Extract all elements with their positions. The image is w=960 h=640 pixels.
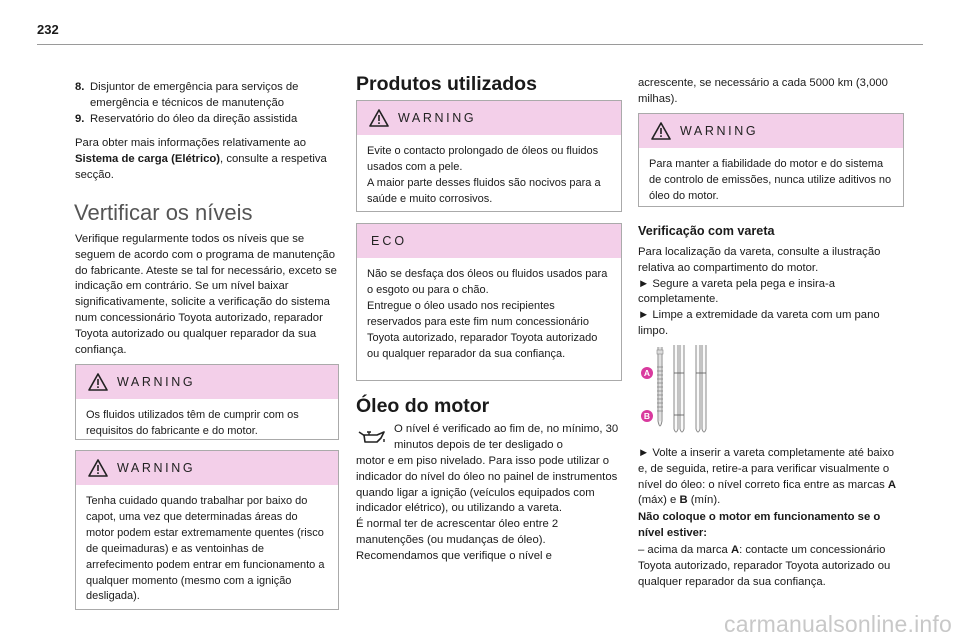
- header-rule: [37, 44, 923, 45]
- eco-header: ECO: [357, 224, 621, 258]
- warning-text: Os fluidos utilizados têm de cumprir com os requisitos do fabricante e do motor.: [86, 409, 299, 437]
- numbered-list: [75, 80, 337, 127]
- oil-paragraph-intro: O nível é verificado ao fim de, no mínimo, 30 minutos depois de ter desligado o: [394, 423, 619, 451]
- oil-paragraph: motor e em piso nivelado. Para isso pode utilizar o indicador do nível do óleo no painel de instrumentos quando ligar a ignição (veículos equipados com indicador elétrico), ou utilizando a vareta. É normal ter de acrescentar óleo entre 2 manutenções (ou mudanças de óleo). Recomendamos que verifique o nível e: [356, 455, 618, 562]
- section-title-dipstick: Verificação com vareta: [638, 224, 775, 238]
- warning-box-contact: [356, 100, 622, 212]
- footer-watermark: carmanualsonline.info: [724, 611, 952, 637]
- dipstick-illustration: [640, 343, 720, 435]
- warning-bold-line: Não coloque o motor em funcionamento se o nível estiver:: [638, 511, 881, 539]
- oil-can-icon: [357, 429, 387, 445]
- list-item: 8. Disjuntor de emergência para serviços de emergência e técnicos de manutenção: [75, 81, 299, 109]
- dipstick-check-paragraph: ► Volte a inserir a vareta completamente até baixo e, de seguida, retire-a para verificar visualmente o nível do óleo: o nível correto fica entre as marcas A (máx) e B (mín).: [638, 447, 897, 507]
- final-paragraph: – acima da marca A: contacte um concessionário Toyota autorizado, reparador Toyota autorizado ou qualquer reparador da sua confiança.: [638, 544, 891, 588]
- levels-paragraph: Verifique regularmente todos os níveis que se seguem de acordo com o programa de manutenção do fabricante. Ateste se tal for necessário, exceto se indicação em contrário. Se um nível baixar significativamente, solicite a verificação do sistema num concessionário Toyota autorizado, reparador Toyota autorizado ou qualquer reparador da sua confiança.: [75, 233, 337, 356]
- warning-header: WARNING: [639, 114, 903, 148]
- warning-box-additives: [638, 113, 904, 207]
- eco-text: Não se desfaça dos óleos ou fluidos usados para o esgoto ou para o chão. Entregue o óleo usado nos recipientes reservados para este fim num concessionário Toyota autorizado, reparador Toyota autorizado ou qualquer reparador da sua confiança.: [367, 268, 608, 360]
- mark-a-label: A: [643, 368, 651, 379]
- warning-header: WARNING: [76, 451, 338, 485]
- dipstick-drawing: [657, 345, 706, 432]
- oil-paragraph-continued: acrescente, se necessário a cada 5000 km (3,000 milhas).: [638, 77, 888, 105]
- info-link-text: Sistema de carga (Elétrico): [75, 152, 221, 165]
- eco-box: [356, 223, 622, 381]
- warning-triangle-icon: [651, 122, 671, 140]
- warning-triangle-icon: [88, 373, 108, 391]
- warning-box-fluids: [75, 364, 339, 440]
- section-title-levels: Vertificar os níveis: [74, 200, 253, 225]
- warning-triangle-icon: [88, 459, 108, 477]
- warning-text: Para manter a fiabilidade do motor e do sistema de controlo de emissões, nunca utilize aditivos no óleo do motor.: [649, 158, 892, 202]
- warning-box-engine-hot: [75, 450, 339, 610]
- warning-header: WARNING: [357, 101, 621, 135]
- warning-text: Evite o contacto prolongado de óleos ou fluidos usados com a pele. A maior parte desses fluidos são nocivos para a saúde e muito corrosivos.: [367, 145, 601, 205]
- mark-b-label: B: [643, 411, 651, 422]
- warning-triangle-icon: [369, 109, 389, 127]
- warning-text: Tenha cuidado quando trabalhar por baixo do capot, uma vez que determinadas áreas do motor podem estar extremamente quentes (risco de queimaduras) e as ventoinhas de arrefecimento podem entrar em funcionamento a qualquer momento (mesmo com a ignição desligada).: [86, 495, 325, 603]
- warning-header: WARNING: [76, 365, 338, 399]
- page-number: 232: [37, 22, 59, 37]
- info-paragraph: Para obter mais informações relativamente ao Sistema de carga (Elétrico), consulte a respetiva secção.: [75, 137, 327, 181]
- dipstick-paragraph: Para localização da vareta, consulte a ilustração relativa ao compartimento do motor. ► Segure a vareta pela pega e insira-a completamente. ► Limpe a extremidade da vareta com um pano limpo.: [638, 246, 881, 337]
- list-item: 9. Reservatório do óleo da direção assistida: [75, 112, 298, 125]
- section-title-engine-oil: Óleo do motor: [356, 395, 490, 417]
- section-title-products: Produtos utilizados: [356, 73, 537, 95]
